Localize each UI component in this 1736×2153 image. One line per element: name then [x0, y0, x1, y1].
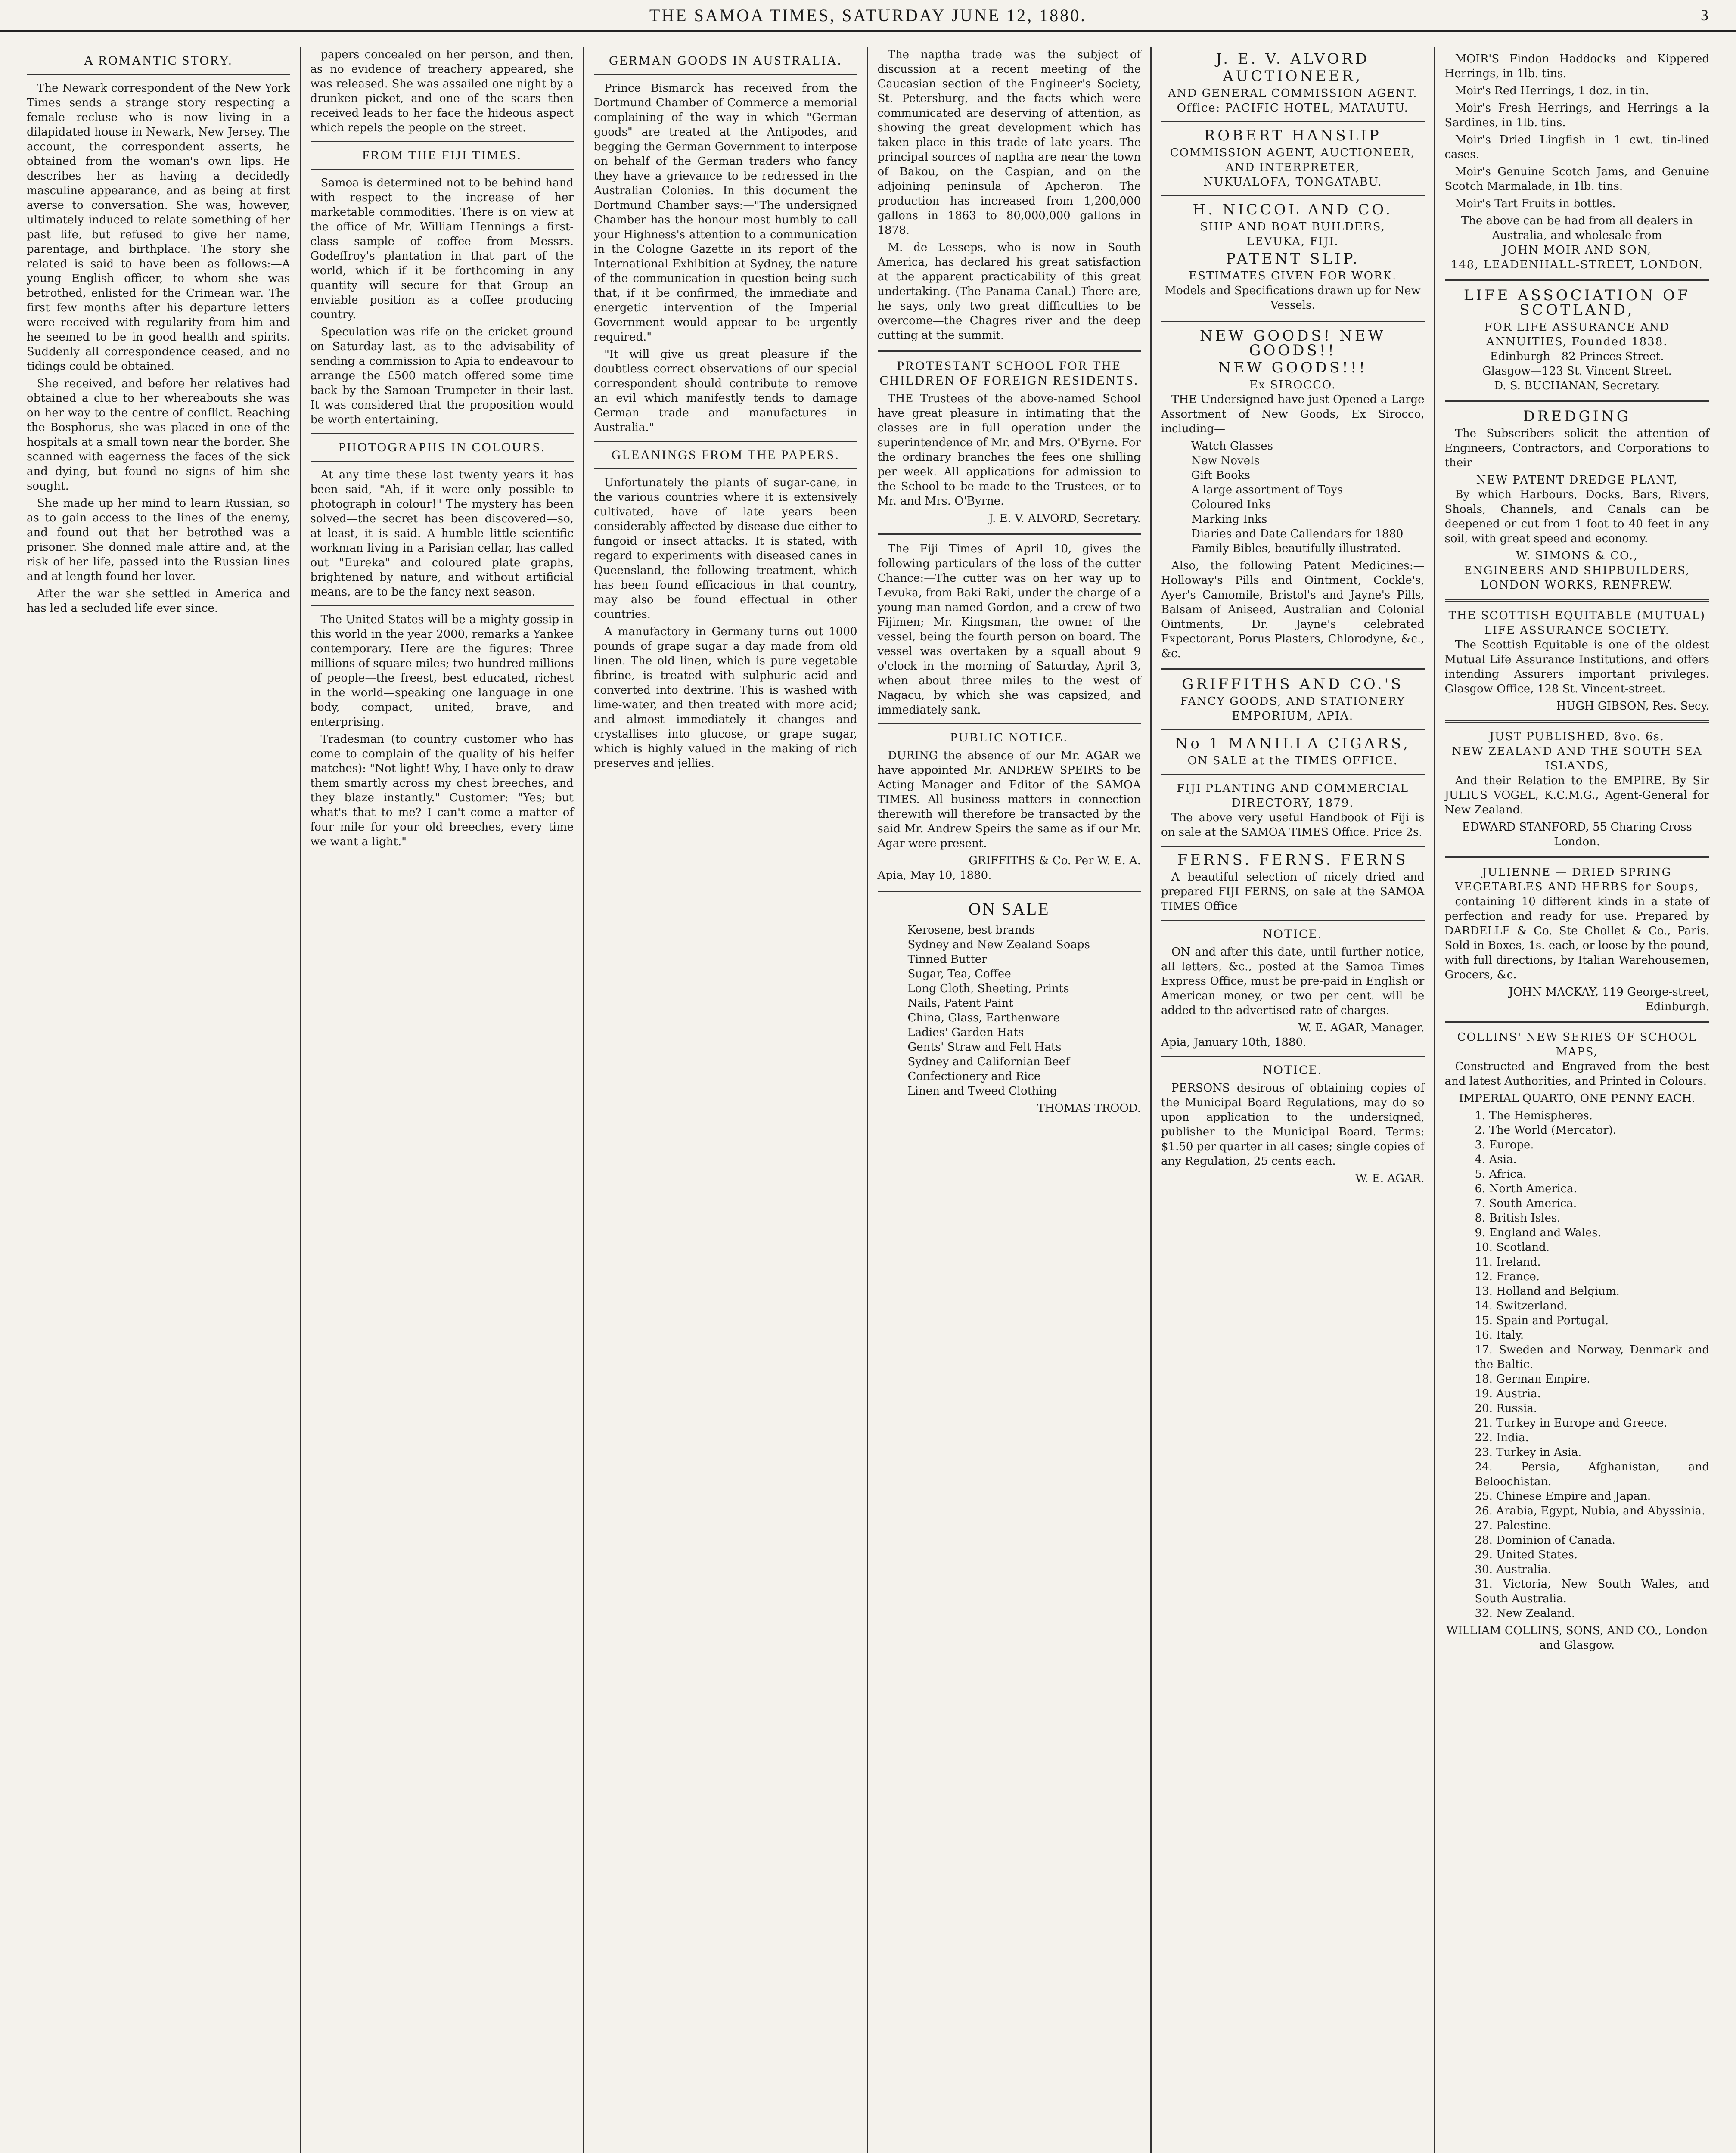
map-list-item: 22. India.: [1475, 1431, 1529, 1444]
heading-public-notice: PUBLIC NOTICE.: [950, 730, 1068, 745]
list-item: Diaries and Date Callendars for 1880: [1191, 527, 1404, 540]
map-list-item: 19. Austria.: [1475, 1387, 1541, 1400]
signature: HUGH GIBSON, Res. Secy.: [1556, 700, 1709, 713]
notice-paragraph: PERSONS desirous of obtaining copies of the Municipal Board Regulations, may do so upon application to the undersigned, publisher to the Municipal Board. Terms: $1.50 per quarter in all cases; single copies of any Regulation, 25 cents each.: [1161, 1082, 1425, 1168]
divider: [1445, 1021, 1710, 1023]
divider: [594, 468, 857, 469]
ad-title: J. E. V. ALVORD: [1216, 50, 1370, 68]
ad-just-published: [1445, 729, 1710, 849]
divider: [878, 533, 1141, 535]
ad-line: Moir's Dried Lingfish in 1 cwt. tin-lined cases.: [1444, 133, 1709, 161]
masthead-title: THE SAMOA TIMES, SATURDAY JUNE 12, 1880.: [649, 5, 1087, 25]
list-item: Family Bibles, beautifully illustrated.: [1191, 542, 1401, 555]
ad-line: IMPERIAL QUARTO, ONE PENNY EACH.: [1459, 1092, 1696, 1105]
ad-julienne: [1445, 865, 1710, 1014]
ad-alvord: [1161, 52, 1425, 115]
divider: [1161, 729, 1425, 730]
divider: [594, 74, 857, 75]
column-3: [584, 47, 868, 2153]
map-list-item: 18. German Empire.: [1475, 1373, 1590, 1386]
map-list-item: 13. Holland and Belgium.: [1475, 1285, 1620, 1298]
ad-new-goods: [1161, 329, 1425, 661]
divider: [1445, 856, 1710, 858]
divider: [1161, 195, 1425, 196]
ad-line: NEW PATENT DREDGE PLANT,: [1476, 474, 1678, 487]
ad-line: ENGINEERS AND SHIPBUILDERS, LONDON WORKS, RENFREW.: [1464, 564, 1690, 592]
map-list-item: 2. The World (Mercator).: [1475, 1124, 1617, 1137]
ad-body: And their Relation to the EMPIRE. By Sir JULIUS VOGEL, K.C.M.G., Agent-General for New Zealand.: [1444, 774, 1709, 816]
ad-subtitle: NEW GOODS!!!: [1218, 359, 1368, 376]
article-paragraph: Tradesman (to country customer who has come to complain of the quality of his heifer matches): "Not light! Why, I have only to draw them smartly across my chest breeches, and they blaze instantly." Customer: "Yes; but what's that to me? I can't come a matter of four mile for your old breeches, every time we want a light.": [310, 733, 574, 848]
ad-title: No 1 MANILLA CIGARS,: [1175, 735, 1410, 752]
list-item: Marking Inks: [1191, 513, 1267, 526]
date-line: Apia, May 10, 1880.: [877, 869, 992, 882]
article-paragraph: The naptha trade was the subject of discussion at a recent meeting of the Caucasian section of the Engineer's Society, St. Petersburg, and the facts which were communicated are deserving of attention, as showing the great development which has taken place in this trade of late years. The principal sources of naptha are near the town of Bakou, on the Caspian, and on the adjoining peninsula of Apcheron. The production has increased from 1,200,000 gallons in 1863 to 80,000,000 gallons in 1878.: [877, 48, 1141, 237]
ad-line: 148, LEADENHALL-STREET, LONDON.: [1450, 258, 1703, 271]
column-2: [301, 47, 585, 2153]
heading-on-sale: ON SALE: [968, 899, 1050, 918]
heading-gleanings: GLEANINGS FROM THE PAPERS.: [611, 448, 840, 462]
ad-moir: [1445, 52, 1710, 272]
divider: [1161, 320, 1425, 322]
article-paragraph: Prince Bismarck has received from the Dortmund Chamber of Commerce a memorial complaining of the way in which "German goods" are treated at the Antipodes, and begging the German Government to interpose on behalf of the German traders who fancy they have a grievance to be redressed in the Australian Colonies. In this document the Dortmund Chamber says:—"The undersigned Chamber has the honour most humbly to call your Highness's attention to a communication in the Cologne Gazette in its report of the International Exhibition at Sydney, the nature of the communication in question being such that, if it be confirmed, the immediate and energetic intervention of the Imperial Government would appear to be urgently required.": [594, 82, 857, 344]
ad-line: NUKUALOFA, TONGATABU.: [1203, 176, 1382, 189]
divider: [311, 141, 574, 142]
ad-title: ROBERT HANSLIP: [1204, 127, 1382, 144]
article-paragraph: Speculation was rife on the cricket ground on Saturday last, as to the advisability of sending a commission to Apia to endeavour to arrange the £500 match offered some time back by the Samoan Trumpeter in their last. It was considered that the proposition would be worth entertaining.: [310, 326, 574, 426]
ad-title: NEW GOODS! NEW GOODS!!: [1199, 327, 1386, 359]
signature: W. E. AGAR, Manager.: [1298, 1021, 1425, 1034]
ad-line: FOR LIFE ASSURANCE AND ANNUITIES, Founded 1838.: [1484, 321, 1670, 348]
map-list-item: 20. Russia.: [1475, 1402, 1537, 1415]
map-list-item: 21. Turkey in Europe and Greece.: [1475, 1417, 1668, 1430]
ad-line: LEVUKA, FIJI.: [1246, 235, 1339, 248]
list-item: Sugar, Tea, Coffee: [907, 968, 1011, 980]
map-list-item: 7. South America.: [1475, 1197, 1577, 1210]
map-list-item: 30. Australia.: [1475, 1563, 1551, 1576]
ad-line: SHIP AND BOAT BUILDERS,: [1200, 220, 1385, 233]
ad-line: NEW ZEALAND AND THE SOUTH SEA ISLANDS,: [1452, 745, 1702, 772]
map-list-item: 9. England and Wales.: [1475, 1226, 1601, 1239]
notice-paragraph: DURING the absence of our Mr. AGAR we have appointed Mr. ANDREW SPEIRS to be Acting Manager and Editor of the SAMOA TIMES. All business matters in connection therewith will therefore be transacted by the said Mr. Andrew Speirs the same as if our Mr. Agar were present.: [877, 749, 1141, 850]
ad-title: DREDGING: [1523, 408, 1631, 425]
heading-fiji-times: FROM THE FIJI TIMES.: [362, 148, 522, 162]
ad-line: Models and Specifications drawn up for New Vessels.: [1165, 284, 1421, 312]
divider: [1445, 720, 1710, 723]
ad-title: LIFE ASSOCIATION OF SCOTLAND,: [1463, 287, 1690, 319]
ad-line: EDWARD STANFORD, 55 Charing Cross London.: [1462, 821, 1692, 848]
ad-niccol: [1161, 202, 1425, 313]
ad-scottish-equitable: [1445, 608, 1710, 714]
map-list-item: 15. Spain and Portugal.: [1475, 1314, 1609, 1327]
ad-ferns: [1161, 853, 1425, 914]
map-list-item: 3. Europe.: [1475, 1139, 1534, 1151]
map-list-item: 10. Scotland.: [1475, 1241, 1550, 1254]
divider: [1445, 400, 1710, 402]
divider: [1445, 279, 1710, 281]
ad-title: FERNS. FERNS. FERNS: [1177, 851, 1408, 869]
ad-collins-maps: [1445, 1030, 1710, 1653]
ad-title: COLLINS' NEW SERIES OF SCHOOL MAPS,: [1457, 1031, 1697, 1058]
article-paragraph: She received, and before her relatives had obtained a clue to her whereabouts she was on her way to the centre of conflict. Reaching the Bosphorus, she was placed in one of the hospitals at a small town near the border. She scanned with eagerness the faces of the sick and dying, but found no signs of him she sought.: [27, 377, 290, 493]
ad-griffiths: [1161, 677, 1425, 723]
divider: [27, 74, 290, 75]
page-number: 3: [1701, 6, 1710, 24]
list-item: Long Cloth, Sheeting, Prints: [907, 982, 1069, 995]
ad-title: JOHN MOIR AND SON,: [1502, 244, 1652, 257]
article-paragraph: The Newark correspondent of the New York Times sends a strange story respecting a female recluse who is now living in a dilapidated house in Newark, New Jersey. The account, the correspondent asserts, he obtained from the woman's own lips. He describes her as having a decidedly masculine appearance, and as being at first averse to conversation. She was, however, ultimately induced to relate something of her past life, but refused to give her name, parentage, and birthplace. The story she related is said to have been as follows:—A young English officer, to whom she was betrothed, enlisted for the Crimean war. The first few months after his departure letters were received with regularity from him and he seemed to be in good health and spirits. Suddenly all correspondence ceased, and no tidings could be obtained.: [27, 82, 290, 373]
maps-list: [1445, 1108, 1710, 1621]
ad-body: containing 10 different kinds in a state of perfection and ready for use. Prepared by DARDELLE & Co. Ste Chollet & Co., Paris. Sold in Boxes, 1s. each, or loose by the pound, with full directions, by Italian Warehousemen, Grocers, &c.: [1444, 895, 1709, 981]
map-list-item: 29. United States.: [1475, 1548, 1578, 1561]
ad-subtitle: PATENT SLIP.: [1226, 250, 1360, 267]
ad-line: MOIR'S Findon Haddocks and Kippered Herrings, in 1lb. tins.: [1444, 53, 1709, 80]
divider: [1161, 668, 1425, 670]
article-paragraph: After the war she settled in America and has led a secluded life ever since.: [27, 587, 290, 615]
map-list-item: 31. Victoria, New South Wales, and South Australia.: [1475, 1578, 1709, 1605]
signature: GRIFFITHS & Co. Per W. E. A.: [969, 854, 1141, 867]
ad-line: ESTIMATES GIVEN FOR WORK.: [1189, 270, 1397, 282]
columns: [17, 47, 1719, 2153]
ad-body: Constructed and Engraved from the best and latest Authorities, and Printed in Colours.: [1444, 1060, 1709, 1088]
ad-line: Moir's Genuine Scotch Jams, and Genuine Scotch Marmalade, in 1lb. tins.: [1444, 165, 1709, 193]
article-paragraph: The Fiji Times of April 10, gives the following particulars of the loss of the cutter Chance:—The cutter was on her way up to Levuka, from Baki Raki, under the charge of a young man named Gordon, and a crew of two Fijimen; Mr. Kingsman, the owner of the vessel, being the fourth person on board. The vessel was overtaken by a squall about 9 o'clock in the morning of Saturday, April 3, when about three miles to the west of Nagacu, by which she was capsized, and immediately sank.: [877, 543, 1141, 717]
ad-line: Glasgow—123 St. Vincent Street.: [1482, 365, 1672, 378]
ad-line: Moir's Red Herrings, 1 doz. in tin.: [1455, 84, 1649, 97]
list-item: New Novels: [1191, 454, 1260, 467]
list-item: Ladies' Garden Hats: [907, 1026, 1024, 1039]
ad-dredging: [1445, 409, 1710, 593]
ad-line: Ex SIROCCO.: [1249, 378, 1336, 391]
ad-body: The Scottish Equitable is one of the oldest Mutual Life Assurance Institutions, and offers intending Assurers important privileges. Glasgow Office, 128 St. Vincent-street.: [1444, 639, 1709, 695]
column-6: [1435, 47, 1719, 2153]
heading-german-goods: GERMAN GOODS IN AUSTRALIA.: [609, 53, 842, 68]
list-item: A large assortment of Toys: [1191, 484, 1343, 496]
ad-line: Office: PACIFIC HOTEL, MATAUTU.: [1177, 102, 1409, 115]
column-4: [868, 47, 1152, 2153]
column-1: [17, 47, 301, 2153]
ad-hanslip: [1161, 128, 1425, 189]
map-list-item: 1. The Hemispheres.: [1475, 1109, 1593, 1122]
divider: [1161, 846, 1425, 847]
signature: W. E. AGAR.: [1355, 1172, 1425, 1185]
ad-line: The above can be had from all dealers in Australia, and wholesale from: [1461, 214, 1693, 242]
map-list-item: 26. Arabia, Egypt, Nubia, and Abyssinia.: [1475, 1505, 1705, 1517]
divider: [311, 605, 574, 606]
signature: WILLIAM COLLINS, SONS, AND CO., London and Glasgow.: [1446, 1624, 1708, 1652]
divider: [311, 169, 574, 170]
divider: [594, 441, 857, 442]
list-item: Sydney and Californian Beef: [907, 1055, 1070, 1068]
ad-title: FIJI PLANTING AND COMMERCIAL DIRECTORY, 1879.: [1177, 782, 1409, 810]
map-list-item: 8. British Isles.: [1475, 1212, 1561, 1225]
divider: [311, 433, 574, 434]
ad-title: THE SCOTTISH EQUITABLE (MUTUAL) LIFE ASSURANCE SOCIETY.: [1448, 609, 1706, 637]
heading-protestant-school: PROTESTANT SCHOOL FOR THE CHILDREN OF FOREIGN RESIDENTS.: [879, 359, 1139, 388]
article-paragraph: M. de Lesseps, who is now in South America, has declared his great satisfaction at the apparent practicability of this great undertaking. (The Panama Canal.) There are, he says, only two great difficulties to be overcome—the Chagres river and the deep cutting at the summit.: [877, 241, 1141, 342]
article-paragraph: Samoa is determined not to be behind hand with respect to the increase of her marketable commodities. There is on view at the office of Mr. William Hennings a first-class sample of coffee from Messrs. Godeffroy's plantation in that part of the world, which if it be forthcoming in any quantity will secure for that Group an enviable position as a coffee producing country.: [310, 177, 574, 321]
map-list-item: 14. Switzerland.: [1475, 1300, 1568, 1312]
divider: [878, 890, 1141, 892]
ad-cigars: [1161, 736, 1425, 768]
divider: [1161, 121, 1425, 122]
signature: THOMAS TROOD.: [1037, 1102, 1141, 1115]
ad-body: The above very useful Handbook of Fiji is on sale at the SAMOA TIMES Office. Price 2s.: [1161, 811, 1425, 839]
signature: J. E. V. ALVORD, Secretary.: [988, 512, 1141, 525]
map-list-item: 24. Persia, Afghanistan, and Beloochistan.: [1475, 1461, 1709, 1488]
divider: [311, 461, 574, 462]
signature: JOHN MACKAY, 119 George-street, Edinburgh.: [1509, 986, 1709, 1013]
ad-title: JULIENNE — DRIED SPRING VEGETABLES AND HERBS for Soups,: [1455, 866, 1699, 893]
heading-romantic-story: A ROMANTIC STORY.: [84, 53, 233, 68]
heading-photographs: PHOTOGRAPHS IN COLOURS.: [338, 440, 546, 454]
article-paragraph: A manufactory in Germany turns out 1000 pounds of grape sugar a day made from old linen. The old linen, which is pure vegetable fibrine, is treated with sulphuric acid and converted into dextrine. This is washed with lime-water, and then treated with more acid; and almost immediately it changes and crystallises into glucose, or grape sugar, which is highly valued in the making of rich preserves and jellies.: [594, 625, 857, 770]
heading-notice: NOTICE.: [1263, 927, 1323, 941]
list-item: Nails, Patent Paint: [907, 997, 1013, 1010]
divider: [1161, 774, 1425, 775]
list-item: China, Glass, Earthenware: [907, 1011, 1060, 1024]
ad-life-association: [1445, 288, 1710, 393]
map-list-item: 16. Italy.: [1475, 1329, 1524, 1342]
ad-fiji-directory: [1161, 781, 1425, 840]
ad-body: By which Harbours, Docks, Bars, Rivers, Shoals, Channels, and Canals can be deepened or cut from 1 foot to 40 feet in any soil, with great speed and economy.: [1444, 488, 1709, 545]
ad-title: H. NICCOL AND CO.: [1193, 201, 1393, 218]
article-paragraph: "It will give us great pleasure if the doubtless correct observations of our special correspondent should contribute to remove an evil which manifestly tends to damage German trade and manufactures in Australia.": [594, 348, 857, 434]
map-list-item: 17. Sweden and Norway, Denmark and the Baltic.: [1475, 1343, 1709, 1371]
map-list-item: 5. Africa.: [1475, 1168, 1527, 1181]
sale-list: [878, 923, 1141, 1098]
ad-title: GRIFFITHS AND CO.'S: [1182, 676, 1404, 693]
ad-title: JUST PUBLISHED, 8vo. 6s.: [1489, 730, 1665, 743]
masthead: [0, 0, 1736, 32]
ad-line: AND GENERAL COMMISSION AGENT.: [1168, 87, 1418, 100]
column-5: [1152, 47, 1435, 2153]
article-paragraph: The United States will be a mighty gossip in this world in the year 2000, remarks a Yankee contemporary. Here are the figures: Three millions of square miles; two hundred millions of people—the freest, best educated, richest in the world—speaking one language in one body, compact, united, brave, and enterprising.: [310, 613, 574, 729]
map-list-item: 32. New Zealand.: [1475, 1607, 1575, 1620]
divider: [1161, 920, 1425, 921]
ad-line: Moir's Tart Fruits in bottles.: [1455, 197, 1616, 210]
map-list-item: 23. Turkey in Asia.: [1475, 1446, 1582, 1459]
article-paragraph: Unfortunately the plants of sugar-cane, in the various countries where it is extensively cultivated, have of late years been considerably affected by disease due either to fungoid or insect attacks. It is stated, with regard to experiments with diseased canes in Queensland, the following treatment, which has been found efficacious in that country, may also be found effectual in other countries.: [594, 476, 857, 621]
ad-line: W. SIMONS & CO.,: [1516, 549, 1638, 562]
divider: [878, 723, 1141, 724]
divider: [1161, 1056, 1425, 1057]
notice-paragraph: ON and after this date, until further notice, all letters, &c., posted at the Samoa Times Express Office, must be pre-paid in English or American money, or two per cent. will be added to the advertised rate of charges.: [1161, 946, 1425, 1017]
ad-body: THE Undersigned have just Opened a Large Assortment of New Goods, Ex Sirocco, including—: [1161, 393, 1425, 435]
ad-body: The Subscribers solicit the attention of Engineers, Contractors, and Corporations to their: [1444, 427, 1709, 469]
divider: [878, 350, 1141, 352]
notice-paragraph: THE Trustees of the above-named School have great pleasure in intimating that the classes are in full operation under the superintendence of Mr. and Mrs. O'Byrne. For the ordinary branches the fees one shilling per week. All applications for admission to the School to be made to the Trustees, or to Mr. and Mrs. O'Byrne.: [877, 392, 1141, 508]
ad-line: Moir's Fresh Herrings, and Herrings a la Sardines, in 1lb. tins.: [1444, 102, 1709, 129]
map-list-item: 25. Chinese Empire and Japan.: [1475, 1490, 1651, 1503]
divider: [1445, 599, 1710, 602]
list-item: Tinned Butter: [907, 953, 987, 966]
ad-body: A beautiful selection of nicely dried and prepared FIJI FERNS, on sale at the SAMOA TIMES Office: [1161, 871, 1425, 913]
ad-body: Also, the following Patent Medicines:—Holloway's Pills and Ointment, Cockle's, Ayer's Camomile, Bristol's and Jayne's Pills, Balsam of Aniseed, Australian and Colonial Ointments, Dr. Jayne's celebrated Expectorant, Porus Plasters, Chlorodyne, &c., &c.: [1161, 559, 1425, 660]
heading-notice: NOTICE.: [1263, 1063, 1323, 1077]
article-paragraph: papers concealed on her person, and then, as no evidence of treachery appeared, she was released. She was assailed one night by a drunken picket, and one of the scars then received leads to her face the hideous aspect which repels the people on the street.: [310, 48, 574, 134]
list-item: Coloured Inks: [1191, 498, 1271, 511]
article-paragraph: At any time these last twenty years it has been said, "Ah, if it were only possible to photograph in colour!" The mystery has been solved—the secret has been discovered—so, at least, it is said. A humble little scientific workman living in a Parisian cellar, has called out "Eureka" and coloured plate graphs, brightened by nature, and without artificial means, are to be the fancy next season.: [310, 468, 574, 599]
list-item: Watch Glasses: [1191, 440, 1273, 453]
list-item: Gift Books: [1191, 469, 1250, 482]
map-list-item: 11. Ireland.: [1475, 1256, 1541, 1269]
list-item: Confectionery and Rice: [907, 1070, 1041, 1083]
date-line: Apia, January 10th, 1880.: [1161, 1036, 1307, 1049]
map-list-item: 27. Palestine.: [1475, 1519, 1552, 1532]
ad-line: ON SALE at the TIMES OFFICE.: [1187, 754, 1398, 767]
list-item: Linen and Tweed Clothing: [907, 1085, 1057, 1098]
ad-line: COMMISSION AGENT, AUCTIONEER, AND INTERPRETER,: [1170, 146, 1416, 174]
ad-subtitle: AUCTIONEER,: [1223, 68, 1363, 85]
list-item: Sydney and New Zealand Soaps: [907, 938, 1090, 951]
map-list-item: 6. North America.: [1475, 1182, 1577, 1195]
article-paragraph: She made up her mind to learn Russian, so as to gain access to the lines of the enemy, and found out that her betrothed was a prisoner. She donned male attire and, at the risk of her life, passed into the Russian lines and at length found her lover.: [27, 497, 290, 583]
map-list-item: 12. France.: [1475, 1270, 1540, 1283]
list-item: Kerosene, best brands: [907, 924, 1035, 937]
ad-line: D. S. BUCHANAN, Secretary.: [1494, 379, 1660, 392]
list-item: Gents' Straw and Felt Hats: [907, 1041, 1062, 1054]
map-list-item: 28. Dominion of Canada.: [1475, 1534, 1615, 1547]
ad-line: Edinburgh—82 Princes Street.: [1490, 350, 1664, 363]
goods-list: [1161, 439, 1425, 556]
map-list-item: 4. Asia.: [1475, 1153, 1517, 1166]
ad-line: FANCY GOODS, AND STATIONERY EMPORIUM, APIA.: [1180, 695, 1406, 723]
